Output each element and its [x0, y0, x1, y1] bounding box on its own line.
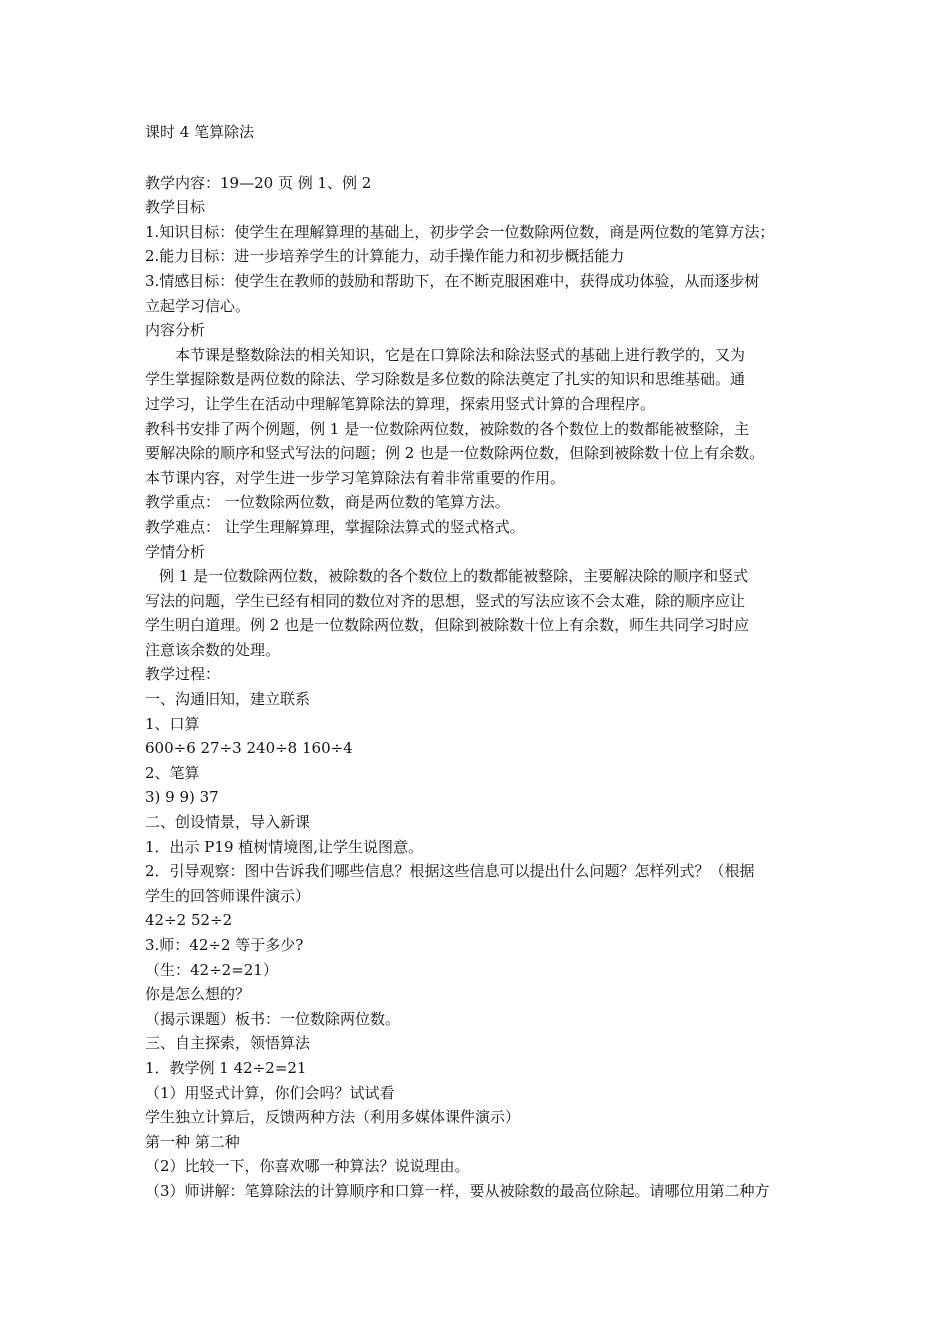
process-line: （1）用竖式计算，你们会吗？试试看: [145, 1083, 395, 1102]
process-step-heading: 二、创设情景，导入新课: [145, 813, 311, 832]
process-line: （2）比较一下，你喜欢哪一种算法？说说理由。: [145, 1157, 470, 1176]
content-analysis-line: 过学习，让学生在活动中理解笔算除法的算理，探索用竖式计算的合理程序。: [145, 394, 656, 413]
student-analysis-line: 学生明白道理。例 2 也是一位数除两位数，但除到被除数十位上有余数，师生共同学习时应: [145, 616, 750, 635]
content-analysis-line: 教科书安排了两个例题，例 1 是一位数除两位数，被除数的各个数位上的数都能被整除，主: [145, 419, 750, 438]
process-step-heading: 三、自主探索，领悟算法: [145, 1034, 311, 1053]
student-analysis-line: 例 1 是一位数除两位数，被除数的各个数位上的数都能被整除，主要解决除的顺序和竖式: [159, 567, 749, 586]
process-step-heading: 一、沟通旧知，建立联系: [145, 690, 311, 709]
process-line: 3.师：42÷2 等于多少?: [145, 936, 304, 954]
process-line: 学生独立计算后，反馈两种方法（利用多媒体课件演示）: [145, 1108, 521, 1127]
blank-line: [145, 145, 817, 171]
process-line: 第一种 第二种: [145, 1132, 240, 1151]
objective-knowledge: 1.知识目标：使学生在理解算理的基础上，初步学会一位数除两位数，商是两位数的笔算方法；: [145, 222, 775, 241]
process-line: （揭示课题）板书：一位数除两位数。: [145, 1009, 401, 1028]
process-line: 1．教学例 1 42÷2=21: [145, 1058, 307, 1077]
student-analysis-line: 注意该余数的处理。: [145, 640, 281, 659]
section-heading-student-analysis: 学情分析: [145, 542, 206, 561]
process-line: 1．出示 P19 植树情境图,让学生说图意。: [145, 837, 424, 856]
process-line: 600÷6 27÷3 240÷8 160÷4: [145, 739, 353, 758]
content-analysis-line: 本节课是整数除法的相关知识，它是在口算除法和除法竖式的基础上进行教学的，又为: [175, 345, 746, 364]
document-page: [145, 120, 817, 1204]
teaching-difficulty: 教学难点： 让学生理解算理，掌握除法算式的竖式格式。: [145, 517, 525, 536]
teaching-key-point: 教学重点： 一位数除两位数，商是两位数的笔算方法。: [145, 493, 510, 512]
section-heading-content-analysis: 内容分析: [145, 321, 206, 340]
process-line: 学生的回答师课件演示）: [145, 886, 311, 905]
process-line: 3) 9 9) 37: [145, 788, 219, 807]
document-title: 课时 4 笔算除法: [145, 123, 255, 141]
process-line: （3）师讲解：笔算除法的计算顺序和口算一样，要从被除数的最高位除起。请哪位用第二种方: [145, 1181, 770, 1200]
content-analysis-line: 学生掌握除数是两位数的除法、学习除数是多位数的除法奠定了扎实的知识和思维基础。通: [145, 370, 746, 389]
process-line: 42÷2 52÷2: [145, 911, 233, 930]
section-heading-objectives: 教学目标: [145, 198, 206, 217]
content-analysis-line: 本节课内容，对学生进一步学习笔算除法有着非常重要的作用。: [145, 468, 566, 487]
process-line: 2．引导观察：图中告诉我们哪些信息？根据这些信息可以提出什么问题？怎样列式？（根据: [145, 862, 755, 881]
content-analysis-line: 要解决除的顺序和竖式写法的问题；例 2 也是一位数除两位数，但除到被除数十位上有余数。: [145, 444, 765, 463]
process-line: 2、笔算: [145, 763, 200, 782]
objective-emotion: 3.情感目标：使学生在教师的鼓励和帮助下，在不断克服困难中，获得成功体验，从而逐步树: [145, 271, 760, 290]
student-analysis-line: 写法的问题，学生已经有相同的数位对齐的思想，竖式的写法应该不会太难，除的顺序应让: [145, 591, 746, 610]
section-heading-process: 教学过程：: [145, 665, 221, 684]
process-line: （生：42÷2=21）: [145, 960, 278, 979]
process-line: 1、口算: [145, 714, 200, 733]
teaching-content: 教学内容：19—20 页 例 1、例 2: [145, 173, 372, 192]
objective-ability: 2.能力目标：进一步培养学生的计算能力，动手操作能力和初步概括能力: [145, 247, 625, 266]
objective-emotion-cont: 立起学习信心。: [145, 296, 251, 315]
process-line: 你是怎么想的？: [145, 985, 251, 1004]
